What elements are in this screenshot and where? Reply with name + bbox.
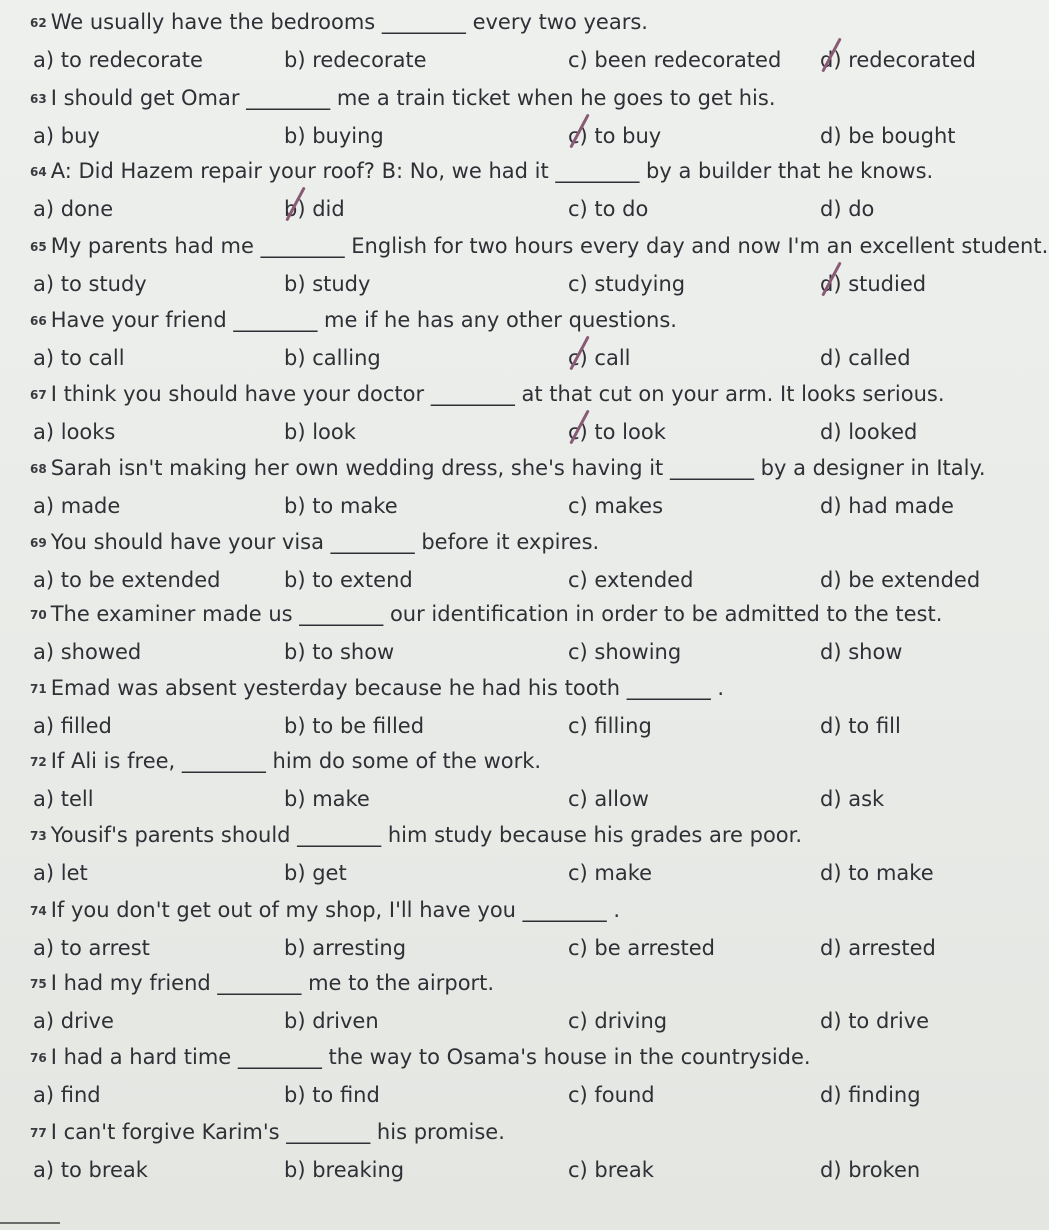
option-d: d) studied [820,272,927,296]
question-68 [0,454,1049,528]
question-stem [30,528,599,557]
question-text: You should have your visa ________ before it expires. [50,530,600,554]
question-stem [30,1043,811,1072]
question-stem [30,157,933,186]
option-b: b) to make [284,494,398,518]
option-a: a) tell [33,787,94,811]
option-a: a) done [33,197,114,221]
option-c: c) found [568,1083,655,1107]
question-stem [30,674,724,703]
option-b: b) to show [284,640,395,664]
option-c: c) been redecorated [568,48,782,72]
option-c: c) to do [568,197,649,221]
question-number: 67 [30,388,47,402]
option-d: d) arrested [820,936,936,960]
option-b: b) get [284,861,347,885]
question-74 [0,896,1049,970]
question-number: 77 [30,1126,47,1140]
question-72 [0,747,1049,821]
option-d: d) show [820,640,903,664]
option-b: b) arresting [284,936,407,960]
question-text: If Ali is free, ________ him do some of the work. [50,749,542,773]
option-d: d) broken [820,1158,921,1182]
option-b: b) did [284,197,345,221]
option-d: d) to make [820,861,934,885]
question-stem [30,747,541,776]
option-c: c) make [568,861,653,885]
option-c: c) to buy [568,124,662,148]
question-stem [30,306,677,335]
question-text: I can't forgive Karim's ________ his promise. [50,1120,505,1144]
question-number: 64 [30,165,47,179]
option-c: c) studying [568,272,686,296]
option-c: c) showing [568,640,682,664]
question-number: 71 [30,682,47,696]
option-c: c) extended [568,568,694,592]
question-number: 65 [30,240,47,254]
question-70 [0,600,1049,674]
question-text: A: Did Hazem repair your roof? B: No, we had it ________ by a builder that he knows. [50,159,934,183]
option-b: b) to be filled [284,714,425,738]
question-text: I had a hard time ________ the way to Osama's house in the countryside. [50,1045,811,1069]
option-b: b) redecorate [284,48,427,72]
option-a: a) to arrest [33,936,150,960]
question-number: 62 [30,16,47,30]
question-77 [0,1118,1049,1192]
option-b: b) to find [284,1083,380,1107]
option-d: d) finding [820,1083,921,1107]
option-a: a) to redecorate [33,48,203,72]
question-67 [0,380,1049,454]
question-stem [30,8,648,37]
question-71 [0,674,1049,748]
question-64 [0,157,1049,231]
option-d: d) do [820,197,875,221]
option-c: c) call [568,346,631,370]
question-stem [30,969,494,998]
option-a: a) drive [33,1009,114,1033]
question-stem [30,1118,505,1147]
question-number: 74 [30,904,47,918]
question-stem [30,821,802,850]
option-b: b) to extend [284,568,413,592]
option-d: d) ask [820,787,885,811]
option-c: c) to look [568,420,666,444]
option-d: d) called [820,346,911,370]
question-text: If you don't get out of my shop, I'll have you ________ . [50,898,620,922]
question-75 [0,969,1049,1043]
option-b: b) calling [284,346,381,370]
question-63 [0,84,1049,158]
option-d: d) looked [820,420,918,444]
question-number: 72 [30,755,47,769]
question-number: 73 [30,829,47,843]
option-b: b) buying [284,124,384,148]
question-text: We usually have the bedrooms ________ every two years. [50,10,648,34]
option-b: b) look [284,420,356,444]
question-69 [0,528,1049,602]
option-c: c) break [568,1158,654,1182]
question-stem [30,600,942,629]
question-73 [0,821,1049,895]
question-62 [0,8,1049,82]
option-a: a) let [33,861,88,885]
option-a: a) looks [33,420,116,444]
option-c: c) driving [568,1009,668,1033]
option-b: b) driven [284,1009,379,1033]
option-d: d) had made [820,494,954,518]
option-a: a) to break [33,1158,148,1182]
question-text: Emad was absent yesterday because he had his tooth ________ . [50,676,725,700]
question-number: 76 [30,1051,47,1065]
question-text: I had my friend ________ me to the airport. [50,971,495,995]
option-d: d) to drive [820,1009,930,1033]
question-number: 66 [30,314,47,328]
question-text: I think you should have your doctor ________ at that cut on your arm. It looks serious. [50,382,945,406]
question-number: 68 [30,462,47,476]
question-text: Have your friend ________ me if he has any other questions. [50,308,677,332]
option-a: a) to study [33,272,147,296]
question-66 [0,306,1049,380]
option-c: c) be arrested [568,936,715,960]
option-a: a) made [33,494,121,518]
question-text: Yousif's parents should ________ him study because his grades are poor. [50,823,803,847]
question-text: The examiner made us ________ our identification in order to be admitted to the test. [50,602,943,626]
question-stem [30,232,1048,261]
question-65 [0,232,1049,306]
question-number: 75 [30,977,47,991]
option-d: d) redecorated [820,48,976,72]
option-c: c) makes [568,494,664,518]
question-stem [30,380,945,409]
option-c: c) filling [568,714,652,738]
question-number: 69 [30,536,47,550]
option-b: b) study [284,272,371,296]
option-a: a) showed [33,640,142,664]
question-text: Sarah isn't making her own wedding dress, she's having it ________ by a designer in Italy. [50,456,986,480]
question-text: I should get Omar ________ me a train ticket when he goes to get his. [50,86,776,110]
option-b: b) breaking [284,1158,405,1182]
option-a: a) to call [33,346,125,370]
option-a: a) find [33,1083,101,1107]
option-b: b) make [284,787,370,811]
question-number: 70 [30,608,47,622]
option-a: a) buy [33,124,100,148]
question-stem [30,454,986,483]
option-d: d) be extended [820,568,981,592]
option-d: d) to fill [820,714,901,738]
question-stem [30,896,620,925]
option-d: d) be bought [820,124,956,148]
option-a: a) to be extended [33,568,221,592]
question-text: My parents had me ________ English for two hours every day and now I'm an excellent student. [50,234,1049,258]
option-c: c) allow [568,787,649,811]
question-number: 63 [30,92,47,106]
page-edge [0,1222,60,1224]
question-76 [0,1043,1049,1117]
option-a: a) filled [33,714,112,738]
question-stem [30,84,776,113]
